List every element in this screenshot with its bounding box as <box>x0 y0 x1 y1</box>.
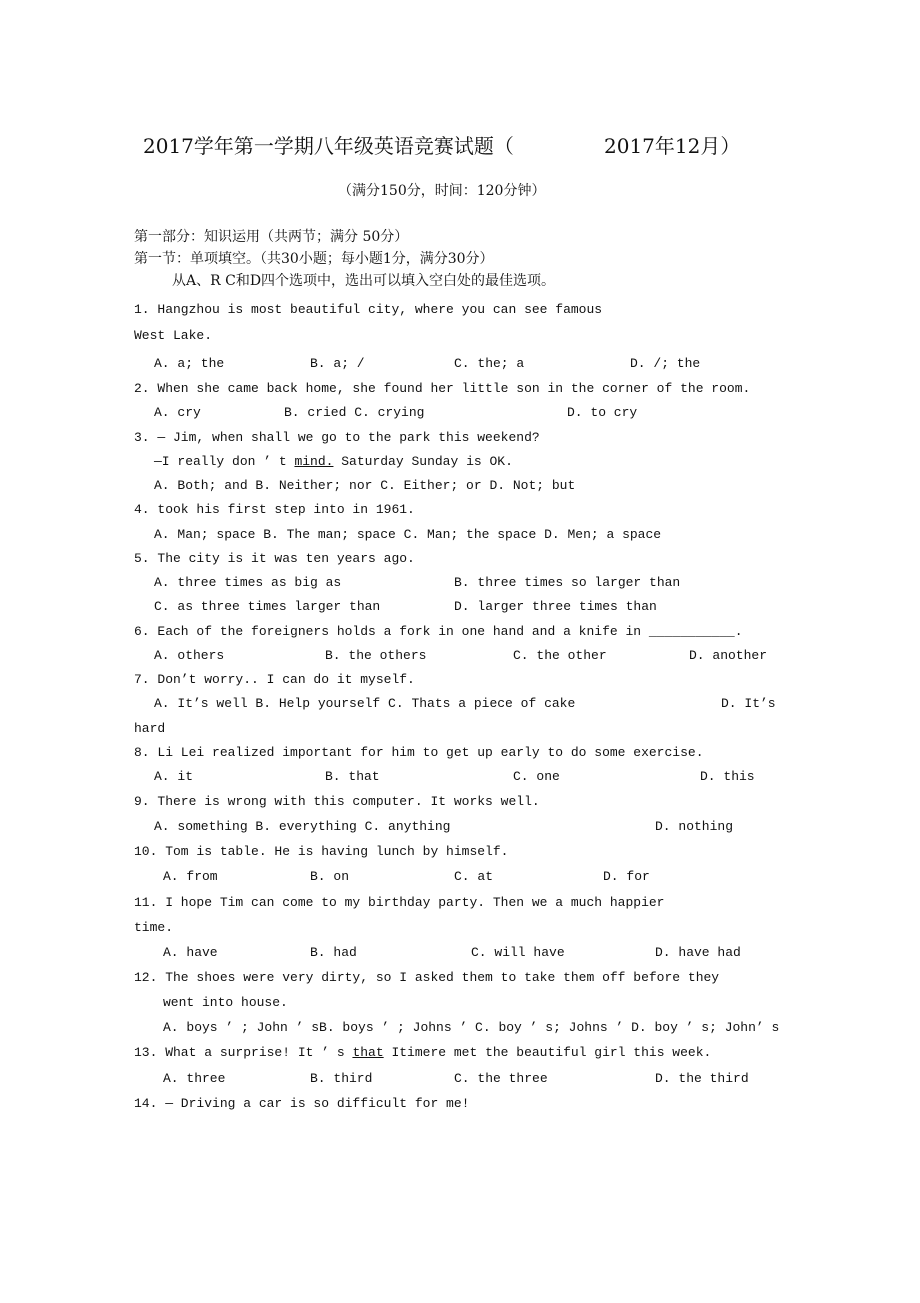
q12-options: A. boys ’ ; John ’ sB. boys ’ ; Johns ’ C. boy ’ s; Johns ’ D. boy ’ s; John’ s <box>163 1020 780 1035</box>
q1-stem: 1. Hangzhou is most beautiful city, where you can see famous <box>134 302 603 317</box>
q10-stem: 10. Tom is table. He is having lunch by himself. <box>134 844 509 859</box>
q13-option-a: A. three <box>163 1071 226 1086</box>
q10-option-d: D. for <box>603 869 650 884</box>
q7-stem: 7. Don’t worry.. I can do it myself. <box>134 672 415 687</box>
q10-option-b: B. on <box>310 869 350 884</box>
q6-option-c: C. the other <box>513 648 607 663</box>
q9-stem: 9. There is wrong with this computer. It works well. <box>134 794 540 809</box>
q3-line2-post: Saturday Sunday is OK. <box>333 454 513 469</box>
q8-option-d: D. this <box>700 769 755 784</box>
exam-date: 2017年12月） <box>604 134 741 158</box>
q1-option-a: A. a; the <box>154 356 225 371</box>
q8-option-a: A. it <box>154 769 194 784</box>
q2-stem: 2. When she came back home, she found her little son in the corner of the room. <box>134 381 751 396</box>
q13-stem-pre: 13. What a surprise! It ’ s <box>134 1045 353 1060</box>
q11-stem-cont: time. <box>134 920 174 935</box>
q5-stem: 5. The city is it was ten years ago. <box>134 551 415 566</box>
q9-option-d: D. nothing <box>655 819 734 834</box>
exam-title: 2017学年第一学期八年级英语竞赛试题（ <box>143 134 514 158</box>
q2-option-bc: B. cried C. crying <box>284 405 425 420</box>
q11-option-a: A. have <box>163 945 218 960</box>
q1-option-c: C. the; a <box>454 356 525 371</box>
q6-option-d: D. another <box>689 648 768 663</box>
q11-option-c: C. will have <box>471 945 565 960</box>
q3-line2-pre: —I really don ’ t <box>154 454 295 469</box>
q12-stem-cont: went into house. <box>163 995 288 1010</box>
q3-options: A. Both; and B. Neither; nor C. Either; or D. Not; but <box>154 478 576 493</box>
section1-heading: 第一节：单项填空。（共30小题；每小题1分，满分30分） <box>134 251 494 267</box>
q6-option-a: A. others <box>154 648 225 663</box>
q4-stem: 4. took his first step into in 1961. <box>134 502 415 517</box>
q8-option-b: B. that <box>325 769 380 784</box>
q6-stem: 6. Each of the foreigners holds a fork in one hand and a knife in ___________. <box>134 624 743 639</box>
q11-option-d: D. have had <box>655 945 741 960</box>
q6-option-b: B. the others <box>325 648 427 663</box>
q9-options-abc: A. something B. everything C. anything <box>154 819 451 834</box>
q3-underlined-word: mind. <box>294 454 334 469</box>
q5-option-a: A. three times as big as <box>154 575 342 590</box>
q13-underlined-word: that <box>352 1045 384 1060</box>
q11-stem: 11. I hope Tim can come to my birthday party. Then we a much happier <box>134 895 665 910</box>
q8-stem: 8. Li Lei realized important for him to get up early to do some exercise. <box>134 745 704 760</box>
q5-option-c: C. as three times larger than <box>154 599 381 614</box>
q13-option-b: B. third <box>310 1071 373 1086</box>
q8-option-c: C. one <box>513 769 560 784</box>
q7-option-d: D. It’s <box>721 696 776 711</box>
q5-option-d: D. larger three times than <box>454 599 657 614</box>
q13-option-c: C. the three <box>454 1071 548 1086</box>
q13-option-d: D. the third <box>655 1071 749 1086</box>
q14-stem: 14. — Driving a car is so difficult for me! <box>134 1096 470 1111</box>
q2-option-d: D. to cry <box>567 405 638 420</box>
q10-option-a: A. from <box>163 869 218 884</box>
q12-stem: 12. The shoes were very dirty, so I asked them to take them off before they <box>134 970 720 985</box>
q10-option-c: C. at <box>454 869 494 884</box>
q3-line2 <box>154 454 513 469</box>
q3-stem: 3. — Jim, when shall we go to the park this weekend? <box>134 430 540 445</box>
q1-option-d: D. /; the <box>630 356 701 371</box>
q1-option-b: B. a; / <box>310 356 365 371</box>
q7-option-d-cont: hard <box>134 721 166 736</box>
q2-option-a: A. cry <box>154 405 201 420</box>
q13-stem-post: Itimere met the beautiful girl this week. <box>383 1045 712 1060</box>
q11-option-b: B. had <box>310 945 357 960</box>
q4-options: A. Man; space B. The man; space C. Man; the space D. Men; a space <box>154 527 662 542</box>
q13-stem <box>134 1045 711 1060</box>
section1-instruction: 从A、R C和D四个选项中，选出可以填入空白处的最佳选项。 <box>172 273 556 289</box>
part1-heading: 第一部分：知识运用（共两节；满分 50分） <box>134 229 409 245</box>
q1-stem-cont: West Lake. <box>134 328 213 343</box>
exam-subtitle: （满分150分，时间：120分钟） <box>338 183 546 199</box>
q5-option-b: B. three times so larger than <box>454 575 681 590</box>
q7-options-abc: A. It’s well B. Help yourself C. Thats a piece of cake <box>154 696 576 711</box>
